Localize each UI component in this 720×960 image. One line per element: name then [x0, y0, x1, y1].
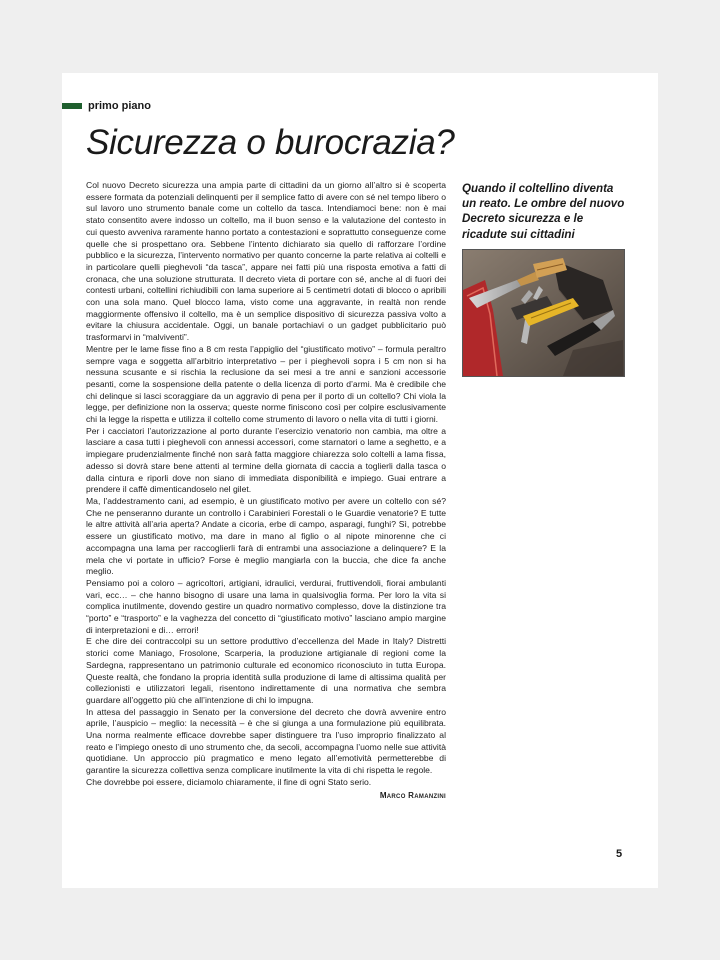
article-lede: Quando il coltellino diventa un reato. Le ombre del nuovo Decreto sicurezza e le ricadute sui cittadini — [462, 182, 625, 241]
author-signature: Marco Ramanzini — [379, 790, 446, 800]
body-paragraph: Che dovrebbe poi essere, diciamolo chiaramente, il fine di ogni Stato serio. — [86, 776, 372, 787]
article-body — [86, 180, 446, 801]
body-paragraph: Col nuovo Decreto sicurezza una ampia parte di cittadini da un giorno all’altro si è scoperta essere formata da potenziali delinquenti per il semplice fatto di avere con sé nel tempo libero o sul lavoro uno strumento banale come un coltello da tasca. Intendiamoci bene: non è mai stato consentito avere indosso un coltello, ma il buon senso e la valutazione del contesto in cui questo avveniva raramente hanno portato a contestazioni e soprattutto conseguenze come quelle che si prospettano ora. Sebbene l’intento dichiarato sia quello di rafforzare l’ordine pubblico e la sicurezza, l’intervento normativo per quanto concerne la parte relativa ai coltelli e in particolare quelli pieghevoli “da tasca”, appare nei fatti più una risposta emotiva a fatti di cronaca, che una soluzione strutturata. Il decreto vieta di portare con sé, anche al di fuori dei contesti urbani, coltellini richiudibili con lama superiore ai 5 centimetri dotati di blocco o apribili con una sola mano. Quel blocco lama, visto come una aggravante, in realtà non rende maggiormente offensivo il coltello, ma è un semplice dispositivo di sicurezza passiva volto a evitare la chiusura accidentale. Oggi, un banale portachiavi o un gadget pubblicitario può trasformarvi in “malviventi”. — [86, 180, 446, 343]
article-headline: Sicurezza o burocrazia? — [86, 123, 455, 162]
body-paragraph: E che dire dei contraccolpi su un settore produttivo d’eccellenza del Made in Italy? Distretti storici come Maniago, Frosolone, Scarperia, la produzione artigianale di regioni come la Sardegna, rappresentano un patrimonio culturale ed economico riconosciuto in tutta Europa. Queste realtà, che fondano la propria identità sulla produzione di lame di altissima qualità per collezionisti e utilizzatori legali, risentono indirettamente di una normativa che sembra guardare all’oggetto più che all’intenzione di chi lo impugna. — [86, 636, 446, 705]
body-paragraph: Mentre per le lame fisse fino a 8 cm resta l’appiglio del “giustificato motivo” – formula peraltro sempre vaga e soggetta all’arbitrio interpretativo – per i pieghevoli sopra i 5 cm non si ha nessuna scusante e si rischia la reclusione da sei mesi a tre anni e sanzioni accessorie pesanti, come la sospensione della patente o della licenza di porto d’armi. Ma è credibile che chi delinque si lasci scoraggiare da un aggravio di pena per il porto di un coltello? Chi viola la legge, per definizione non la osserva; queste norme finiscono così per colpire esclusivamente chi la legge la rispetta e utilizza il coltello come strumento di lavoro o nella vita di tutti i giorni. — [86, 343, 446, 425]
knives-photo-icon — [463, 250, 624, 376]
body-paragraph: Per i cacciatori l’autorizzazione al porto durante l’esercizio venatorio non cambia, ma oltre a lasciare a casa tutti i pieghevoli con annessi accessori, come starnatori o lame a seghetto, e a impiegare prudenzialmente finché non sarà fatta maggiore chiarezza solo coltelli a lama fissa, adesso si dovrà stare bene attenti al termine della giornata di caccia a toglierli dalla tasca o dalla cintura e riporli dove non siano di immediata disponibilità e impiego. Guai entrare a prendere il caffè dimenticandoselo nel gilet. — [86, 425, 446, 495]
body-paragraph: Pensiamo poi a coloro – agricoltori, artigiani, idraulici, verdurai, fruttivendoli, fiorai ambulanti vari, ecc… – che hanno bisogno di usare una lama in qualsivoglia forma. Per loro la vita si complica inutilmente, dovendo gestire un quadro normativo complesso, dove la distinzione tra “porto” e “trasporto” e la vaghezza del concetto di “giustificato motivo” lasciano ampio margine di interpretazioni e di… errori! — [86, 577, 446, 635]
page-number: 5 — [616, 848, 623, 860]
knives-photo — [462, 249, 625, 377]
magazine-page — [62, 73, 658, 888]
body-paragraph: In attesa del passaggio in Senato per la conversione del decreto che dovrà avvenire entro aprile, l’auspicio – meglio: la necessità – è che si giunga a una formulazione più equilibrata. Una norma realmente efficace dovrebbe saper distinguere tra l’uso improprio finalizzato al reato e l’impiego onesto di uno strumento che, da secoli, accompagna l’uomo nelle sue attività quotidiane. Un approccio più pragmatico e meno legato all’emotività permetterebbe di garantire la sicurezza collettiva senza complicare inutilmente la vita di chi rispetta le regole. — [86, 706, 446, 776]
section-label: primo piano — [88, 100, 151, 112]
body-paragraph: Ma, l’addestramento cani, ad esempio, è un giustificato motivo per avere un coltello con sé? Che ne penseranno durante un controllo i Carabinieri Forestali o le Guardie venatorie? E tutte le altre attività all’aria aperta? Andate a cicoria, erbe di campo, asparagi, funghi? Sì, potrebbe essere un giustificato motivo, ma dare in mano al figlio o al nipote minorenne che ci accompagna una lama per raccoglierli farà di entrambi una associazione a delinquere? E la mela che vi portate in ufficio? Forse è meglio mangiarla con la buccia, che dice fa anche meglio. — [86, 495, 446, 577]
section-bar — [62, 103, 82, 109]
section-tag — [62, 100, 151, 112]
